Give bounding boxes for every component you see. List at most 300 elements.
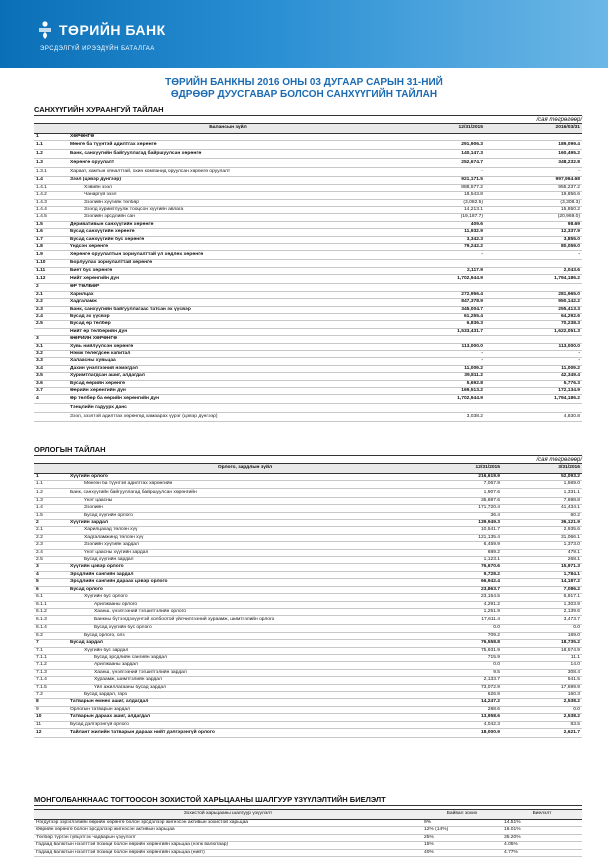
row-number: 6.1.4: [34, 625, 68, 632]
income-table: [34, 463, 582, 738]
value-2015: (3,082.5): [388, 199, 485, 206]
row-number: [34, 328, 68, 335]
value-2016: 997,964.68: [485, 177, 582, 184]
value-2016: 0.0: [502, 625, 582, 632]
value-2016: -: [485, 251, 582, 260]
value-2015: 9,728.2: [422, 571, 502, 578]
row-label: Үндсэн хөрөнгө: [68, 244, 388, 251]
balance-row: [34, 251, 582, 260]
row-label: Хуримтлагдсан ашиг, алдагдал: [68, 373, 388, 380]
income-section: [34, 445, 582, 738]
value-2015: 345,004.7: [388, 306, 485, 313]
value-2015: (19,187.7): [388, 214, 485, 221]
row-label: Татварын өмнөх ашиг, алдагдал: [68, 699, 422, 706]
value-2015: 921,171.5: [388, 177, 485, 184]
balance-row: [34, 291, 582, 298]
row-label: Банк, санхүүгийн байгууллагад байршуулсан хөрөнгийн: [68, 488, 422, 497]
row-label: Хөрөнгө оруулалтын зориулалттай үл хөдлөх хөрөнгө: [68, 251, 388, 260]
ratios-header-actual: Биелэлт: [502, 810, 582, 820]
income-row: [34, 714, 582, 721]
row-number: 1.8: [34, 244, 68, 251]
row-label: Зээлийн хүүгийн зардал: [68, 542, 422, 549]
value-2015: 113,000.0: [388, 343, 485, 350]
value-2015: 216,619.9: [422, 474, 502, 481]
row-number: 1.4: [34, 177, 68, 184]
row-number: 2.4: [34, 313, 68, 320]
ratio-required: 25%: [422, 834, 502, 841]
ratio-label: Төлбөр түргэн гүйцэтгэх чадварын үзүүлэлт: [34, 834, 422, 841]
row-label: Арилжааны зардал: [68, 662, 422, 669]
income-row: [34, 647, 582, 654]
row-number: 4: [34, 571, 68, 578]
value-2016: 41,434.1: [502, 505, 582, 512]
balance-row: [34, 229, 582, 236]
row-label: Бусад хүүгийн бус орлого: [68, 625, 422, 632]
row-label: Бусад санхүүгийн хөрөнгө: [68, 229, 388, 236]
value-2015: 626.9: [422, 691, 502, 698]
value-2016: 541.5: [502, 677, 582, 684]
row-number: 3.5: [34, 373, 68, 380]
balance-header-2015: 12/31/2015: [388, 124, 485, 134]
row-number: 1.4.5: [34, 214, 68, 221]
value-2016: -: [485, 168, 582, 177]
row-number: 2.5: [34, 557, 68, 564]
value-2015: 121,135.4: [422, 534, 502, 541]
balance-row: [34, 358, 582, 365]
value-2016: 1,622,051.3: [485, 328, 582, 335]
value-2015: 9.5: [422, 669, 502, 676]
row-label: Бусад хүүгийн орлого: [68, 512, 422, 519]
row-label: Нийт хөрөнгийн дүн: [68, 275, 388, 284]
row-number: 2: [34, 520, 68, 527]
row-label: Зээлийн: [68, 505, 422, 512]
value-2015: 18,000.9: [422, 729, 502, 738]
value-2015: 6,459.9: [422, 542, 502, 549]
report-title-line1: ТӨРИЙН БАНКНЫ 2016 ОНЫ 03 ДУГААР САРЫН 31-НИЙ: [165, 77, 443, 88]
balance-row: [34, 284, 582, 291]
value-2015: -: [388, 350, 485, 357]
row-number: 1.2: [34, 488, 68, 497]
row-number: 3.7: [34, 387, 68, 394]
income-row: [34, 640, 582, 647]
value-2016: 1,569.0: [502, 481, 582, 488]
row-label: Банк, санхүүгийн байгууллагад байршуулсан хөрөнгө: [68, 150, 388, 159]
row-number: [34, 404, 68, 413]
income-row: [34, 527, 582, 534]
row-number: 2.2: [34, 299, 68, 306]
ratio-label: Гадаад валютын нээлттэй позици болон өөрийн хөрөнгийн харьцаа (нэгж валютаар): [34, 842, 422, 849]
balance-row: [34, 267, 582, 274]
ratio-required: 12% (14%): [422, 827, 502, 834]
income-row: [34, 488, 582, 497]
balance-row: [34, 236, 582, 243]
row-number: 1.5: [34, 512, 68, 519]
value-2015: 291,906.3: [388, 141, 485, 150]
row-label: Банк, санхүүгийн байгууллагаас татсан эх үүсвэр: [68, 306, 388, 313]
value-2015: -: [388, 358, 485, 365]
balance-row: [34, 141, 582, 150]
balance-row: [34, 395, 582, 404]
row-label: Бусад зардал: [68, 640, 422, 647]
value-2016: -: [485, 350, 582, 357]
value-2015: 4,042.3: [422, 721, 502, 728]
row-number: 1.11: [34, 267, 68, 274]
value-2016: 19,856.6: [485, 192, 582, 199]
value-2016: 255,413.3: [485, 306, 582, 313]
value-2016: 308.4: [502, 669, 582, 676]
row-label: Нэмж төлөгдсөн капитал: [68, 350, 388, 357]
income-row: [34, 520, 582, 527]
row-label: Орлогын татварын зардал: [68, 706, 422, 713]
row-label: Биет бус хөрөнгө: [68, 267, 388, 274]
value-2016: 160,495.2: [485, 150, 582, 159]
balance-row: [34, 244, 582, 251]
value-2016: 6,917.1: [502, 594, 582, 601]
row-label: Хүүгийн бус зардал: [68, 647, 422, 654]
value-2015: 13,958.6: [422, 714, 502, 721]
value-2016: [485, 260, 582, 267]
row-number: 1.9: [34, 251, 68, 260]
value-2015: 23,154.5: [422, 594, 502, 601]
row-number: 6.1.3: [34, 616, 68, 625]
row-label: Зээл, зээлтэй адилтгах хөрөнгөд хамаарах үүрэг (цэвэр дүнгээр): [68, 413, 388, 422]
balance-header-no: [34, 124, 68, 134]
row-number: 2.2: [34, 534, 68, 541]
value-2016: 1,331.1: [502, 488, 582, 497]
value-2016: 70,238.3: [485, 321, 582, 328]
row-label: Үнэт цаасны: [68, 497, 422, 504]
row-number: 1: [34, 134, 68, 141]
value-2015: 409.6: [388, 221, 485, 228]
row-label: Хувь нийлүүлсэн хөрөнгө: [68, 343, 388, 350]
row-label: Хураамж, шимтгэлийн зардал: [68, 677, 422, 684]
row-label: Өөрийн хөрөнгийн дүн: [68, 387, 388, 394]
ratios-header-criterion: Зохистой харьцааны шалгуур үзүүлэлт: [34, 810, 422, 820]
income-row: [34, 654, 582, 661]
income-row: [34, 571, 582, 578]
balance-row: [34, 306, 582, 313]
value-2016: 80,059.0: [485, 244, 582, 251]
row-number: 1.12: [34, 275, 68, 284]
bank-name: ТӨРИЙН БАНК: [59, 22, 166, 38]
row-label: Бусад өр төлбөр: [68, 321, 388, 328]
income-row: [34, 564, 582, 571]
row-number: 1.3.1: [34, 168, 68, 177]
balance-section: [34, 105, 582, 422]
balance-unit: /сая төгрөгөөр/: [536, 117, 582, 123]
row-number: 2.1: [34, 527, 68, 534]
balance-row: [34, 168, 582, 177]
balance-row: [34, 387, 582, 394]
row-number: 1.4.2: [34, 192, 68, 199]
row-label: Хараат, хамтын хяналттай, охин компанид оруулсан хөрөнгө оруулалт: [68, 168, 388, 177]
row-label: Бусад хүүгийн зардал: [68, 557, 422, 564]
value-2016: 2,538.2: [502, 699, 582, 706]
row-number: 1.2: [34, 150, 68, 159]
report-title: [0, 77, 608, 101]
row-number: 7.1.5: [34, 684, 68, 691]
row-number: 3: [34, 336, 68, 343]
value-2015: [388, 134, 485, 141]
row-number: 7.1: [34, 647, 68, 654]
income-row: [34, 684, 582, 691]
ratio-row: [34, 827, 582, 834]
row-label: Мөнгө ба түүнтэй адилтгах хөрөнгө: [68, 141, 388, 150]
income-row: [34, 625, 582, 632]
value-2016: 1,794,186.2: [485, 275, 582, 284]
income-row: [34, 721, 582, 728]
report-title-line2: ӨДРӨӨР ДУУСГАВАР БОЛСОН САНХҮҮГИЙН ТАЙЛАН: [170, 89, 438, 100]
row-label: Харилцахад төлсөн хүү: [68, 527, 422, 534]
row-number: 1.3: [34, 497, 68, 504]
balance-row: [34, 214, 582, 221]
balance-row: [34, 192, 582, 199]
value-2016: 950,142.2: [485, 299, 582, 306]
value-2016: 14.0: [502, 662, 582, 669]
balance-row: [34, 373, 582, 380]
row-number: 3.3: [34, 358, 68, 365]
income-row: [34, 601, 582, 608]
row-label: ӨӨРИЙН ХӨРӨНГӨ: [68, 336, 388, 343]
balance-row: [34, 313, 582, 320]
ratio-label: Өөрийн хөрөнгө болон эрсдэлээр жигнэсэн активын харьцаа: [34, 827, 422, 834]
row-label: Хаанш, үнэлгээний тэгшитгэлийн зардал: [68, 669, 422, 676]
row-label: Зээл (цэвэр дүнгээр): [68, 177, 388, 184]
value-2015: [388, 404, 485, 413]
row-number: 11: [34, 721, 68, 728]
balance-row: [34, 207, 582, 214]
income-row: [34, 534, 582, 541]
value-2015: 2,117.9: [388, 267, 485, 274]
row-label: ӨР ТӨЛБӨР: [68, 284, 388, 291]
row-label: Зээлийн эрсдлийн сан: [68, 214, 388, 221]
value-2016: 2,043.6: [485, 267, 582, 274]
income-row: [34, 474, 582, 481]
value-2015: 689.2: [422, 549, 502, 556]
row-number: 1.4.3: [34, 199, 68, 206]
value-2015: 79,242.2: [388, 244, 485, 251]
row-label: Бусад эх үүсвэр: [68, 313, 388, 320]
value-2016: 189,099.4: [485, 141, 582, 150]
value-2016: [485, 336, 582, 343]
value-2015: 139,949.3: [422, 520, 502, 527]
row-number: 7.2: [34, 691, 68, 698]
ratio-label: Нэгдүгээр зэрэглэлийн өөрийн хөрөнгө болон эрсдэлээр жигнэсэн активын зохистой харьцаа: [34, 820, 422, 827]
value-2015: 7,067.9: [422, 481, 502, 488]
row-label: Борлуулах зориулалттай хөрөнгө: [68, 260, 388, 267]
row-label: Бусад орлого, олз: [68, 632, 422, 639]
income-row: [34, 669, 582, 676]
value-2016: 1,794,186.2: [485, 395, 582, 404]
value-2015: 35,887.6: [422, 497, 502, 504]
value-2015: 10,541.7: [422, 527, 502, 534]
value-2016: 1,303.9: [502, 601, 582, 608]
income-row: [34, 579, 582, 586]
value-2016: 281,965.0: [485, 291, 582, 298]
ratio-row: [34, 842, 582, 849]
row-number: 3.4: [34, 365, 68, 372]
value-2016: 18,574.9: [502, 647, 582, 654]
value-2016: 1,784.1: [502, 571, 582, 578]
row-number: 1.4.1: [34, 184, 68, 191]
value-2016: (20,969.0): [485, 214, 582, 221]
value-2015: 272,956.4: [388, 291, 485, 298]
value-2015: 39,811.2: [388, 373, 485, 380]
value-2015: 6,836.3: [388, 321, 485, 328]
value-2015: 1,907.6: [422, 488, 502, 497]
value-2015: 288.6: [422, 706, 502, 713]
value-2015: [388, 260, 485, 267]
balance-header-item: Балансын зүйл: [68, 124, 388, 134]
row-number: 1: [34, 474, 68, 481]
row-number: 5: [34, 579, 68, 586]
row-label: ХӨРӨНГӨ: [68, 134, 388, 141]
value-2016: 268.1: [502, 557, 582, 564]
row-number: 1.5: [34, 221, 68, 228]
row-number: 2.3: [34, 542, 68, 549]
ratio-actual: 35.20%: [502, 834, 582, 841]
value-2016: 31,066.1: [502, 534, 582, 541]
row-label: Бусад орлого: [68, 586, 422, 593]
value-2016: 172,134.9: [485, 387, 582, 394]
row-label: Үйл ажиллагааны бусад зардал: [68, 684, 422, 691]
value-2016: 2,139.6: [502, 608, 582, 615]
value-2015: 17,611.4: [422, 616, 502, 625]
value-2015: 36.4: [422, 512, 502, 519]
income-row: [34, 632, 582, 639]
row-label: Хүүгийн зардал: [68, 520, 422, 527]
income-row: [34, 497, 582, 504]
value-2015: 715.9: [422, 654, 502, 661]
value-2015: 3,038.2: [388, 413, 485, 422]
row-label: Бусад зардал, гарз: [68, 691, 422, 698]
row-number: 4: [34, 395, 68, 404]
row-number: 2.3: [34, 306, 68, 313]
value-2016: 955,237.2: [485, 184, 582, 191]
value-2015: 0.0: [422, 662, 502, 669]
income-row: [34, 706, 582, 713]
value-2016: 11.1: [502, 654, 582, 661]
row-number: 1.1: [34, 141, 68, 150]
row-number: 1.1: [34, 481, 68, 488]
value-2016: 60.2: [502, 512, 582, 519]
row-number: 7.1.2: [34, 662, 68, 669]
value-2015: 140,147.3: [388, 150, 485, 159]
income-row: [34, 616, 582, 625]
value-2016: 12,337.9: [485, 229, 582, 236]
row-label: Хадгаламж: [68, 299, 388, 306]
bank-logo: [36, 20, 166, 40]
ratio-label: Гадаад валютын нээлттэй позици болон өөрийн хөрөнгийн харьцаа (нийт): [34, 849, 422, 856]
income-header-no: [34, 464, 68, 474]
value-2016: 169.0: [502, 632, 582, 639]
value-2016: 2,621.7: [502, 729, 582, 738]
row-number: 6.1: [34, 594, 68, 601]
ratios-section: [34, 795, 582, 857]
balance-row: [34, 299, 582, 306]
ratios-table: [34, 809, 582, 857]
balance-row: [34, 177, 582, 184]
row-label: Мөнгөн ба түүнтэй адилтгах хөрөнгийн: [68, 481, 422, 488]
balance-row: [34, 260, 582, 267]
row-number: 6.2: [34, 632, 68, 639]
value-2015: 169,513.2: [388, 387, 485, 394]
value-2016: 5,776.3: [485, 380, 582, 387]
value-2016: 15,971.3: [502, 564, 582, 571]
row-number: 12: [34, 729, 68, 738]
value-2016: 2,935.6: [502, 527, 582, 534]
balance-row: [34, 275, 582, 284]
row-number: 3.1: [34, 343, 68, 350]
row-label: Тайлант жилийн татварын дараах нийт дэлгэрэнгүй орлого: [68, 729, 422, 738]
value-2015: 1,702,944.9: [388, 275, 485, 284]
row-label: Бусад эрсдлийн сангийн зардал: [68, 654, 422, 661]
value-2015: 0.0: [422, 625, 502, 632]
row-label: Эрсдлийн сангийн дараах цэвэр орлого: [68, 579, 422, 586]
value-2015: 11,932.9: [388, 229, 485, 236]
row-number: 2.4: [34, 549, 68, 556]
value-2016: 1,373.0: [502, 542, 582, 549]
income-row: [34, 505, 582, 512]
value-2016: (3,308.3): [485, 199, 582, 206]
value-2016: 64,292.6: [485, 313, 582, 320]
row-number: 9: [34, 706, 68, 713]
value-2015: 73,072.9: [422, 684, 502, 691]
income-unit: /сая төгрөгөөр/: [536, 457, 582, 463]
value-2016: 160.3: [502, 691, 582, 698]
balance-row: [34, 380, 582, 387]
value-2015: [388, 336, 485, 343]
value-2015: -: [388, 251, 485, 260]
balance-row: [34, 150, 582, 159]
row-number: [34, 413, 68, 422]
row-number: 2.5: [34, 321, 68, 328]
income-row: [34, 512, 582, 519]
value-2016: [485, 134, 582, 141]
value-2016: 14,187.2: [502, 579, 582, 586]
value-2015: 847,378.9: [388, 299, 485, 306]
row-number: 1.4.4: [34, 207, 68, 214]
income-row: [34, 557, 582, 564]
row-label: Эрсдлийн сангийн зардал: [68, 571, 422, 578]
row-label: Хэвийн зээл: [68, 184, 388, 191]
balance-row: [34, 413, 582, 422]
income-row: [34, 677, 582, 684]
row-label: Үнэт цаасны хүүгийн зардал: [68, 549, 422, 556]
ratio-required: 15%: [422, 842, 502, 849]
value-2016: 7,698.8: [502, 497, 582, 504]
row-number: 6.1.1: [34, 601, 68, 608]
bank-header: [0, 0, 608, 68]
value-2015: 252,674.7: [388, 159, 485, 168]
value-2015: 888,577.2: [388, 184, 485, 191]
ratios-header-required: Байвал зохих: [422, 810, 502, 820]
balance-table: [34, 123, 582, 422]
value-2015: 1,251.9: [422, 608, 502, 615]
row-label: Харилцах: [68, 291, 388, 298]
row-number: 8: [34, 699, 68, 706]
value-2016: -: [485, 358, 582, 365]
value-2016: 0.0: [502, 706, 582, 713]
income-header-item: Орлого, зардлын зүйл: [68, 464, 422, 474]
row-label: Дахин үнэлгээний нэмэгдэл: [68, 365, 388, 372]
balance-title: САНХҮҮГИЙН ХУРААНГУЙ ТАЙЛАН: [34, 105, 582, 116]
row-label: Бусад өөрийн хөрөнгө: [68, 380, 388, 387]
value-2015: 5,692.8: [388, 380, 485, 387]
income-row: [34, 594, 582, 601]
row-number: 2.1: [34, 291, 68, 298]
row-number: 3: [34, 564, 68, 571]
